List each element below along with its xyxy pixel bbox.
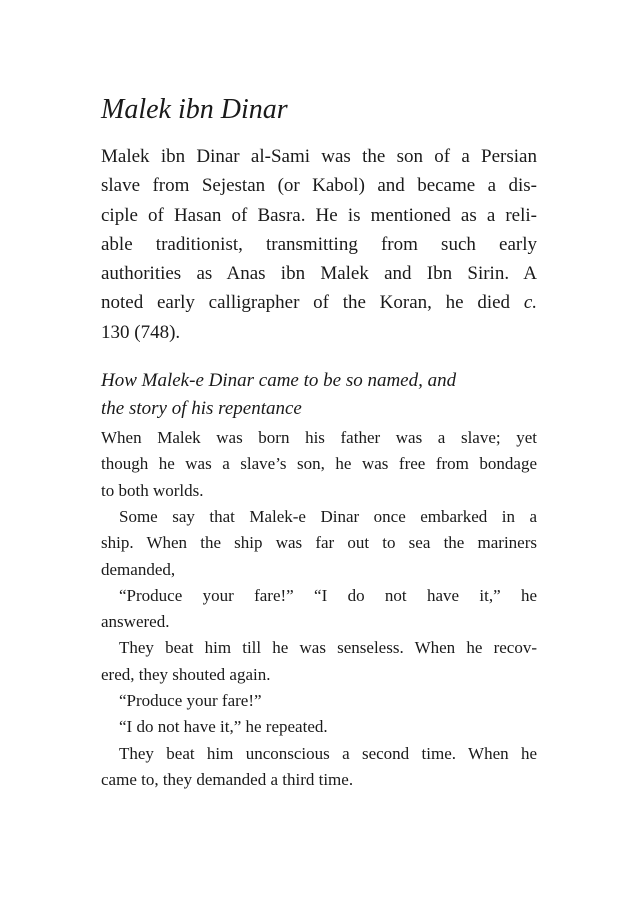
intro-paragraph (101, 142, 537, 347)
story-paragraph (101, 583, 537, 636)
story-line: answered. (101, 612, 170, 632)
story-paragraph (101, 425, 537, 504)
intro-line-text: noted early calligrapher of the Koran, he died c. (101, 292, 537, 314)
story-line: They beat him till he was senseless. When he recov- (119, 638, 537, 658)
story-line: ship. When the ship was far out to sea the mariners (101, 533, 537, 553)
circa-abbrev: c. (523, 292, 537, 314)
story-line: came to, they demanded a third time. (101, 769, 354, 789)
intro-line: Malek ibn Dinar al-Sami was the son of a Persian (101, 146, 537, 167)
story-line: ered, they shouted again. (101, 664, 271, 684)
intro-line: able traditionist, transmitting from such early (101, 233, 537, 255)
intro-line: 130 (748). (101, 321, 181, 343)
story-line: to both worlds. (101, 480, 204, 500)
section-subheading (101, 367, 537, 423)
subheading-line: How Malek-e Dinar came to be so named, and (101, 370, 457, 392)
story-line: Some say that Malek-e Dinar once embarked in a (119, 506, 537, 526)
intro-line: authorities as Anas ibn Malek and Ibn Sirin. A (101, 263, 537, 285)
story-line: “I do not have it,” he repeated. (119, 717, 328, 737)
chapter-title: Malek ibn Dinar (101, 94, 288, 125)
subheading-line: the story of his repentance (101, 398, 302, 420)
intro-line: ciple of Hasan of Basra. He is mentioned as a reli- (101, 204, 537, 226)
story-paragraph (101, 688, 537, 714)
story-paragraph (101, 635, 537, 688)
story-line: When Malek was born his father was a slave; yet (101, 428, 537, 448)
story-paragraph (101, 714, 537, 740)
story-paragraph (101, 741, 537, 794)
intro-line: slave from Sejestan (or Kabol) and became a dis- (101, 175, 537, 197)
story-paragraph (101, 504, 537, 583)
story-line: though he was a slave’s son, he was free from bondage (101, 454, 537, 474)
story-line: “Produce your fare!” “I do not have it,” he (119, 585, 537, 605)
story-line: “Produce your fare!” (119, 691, 262, 711)
story-body (101, 425, 537, 793)
story-line: demanded, (101, 559, 176, 579)
page-content (101, 92, 537, 793)
story-line: They beat him unconscious a second time. When he (119, 743, 537, 763)
intro-line-with-italic (101, 288, 537, 317)
